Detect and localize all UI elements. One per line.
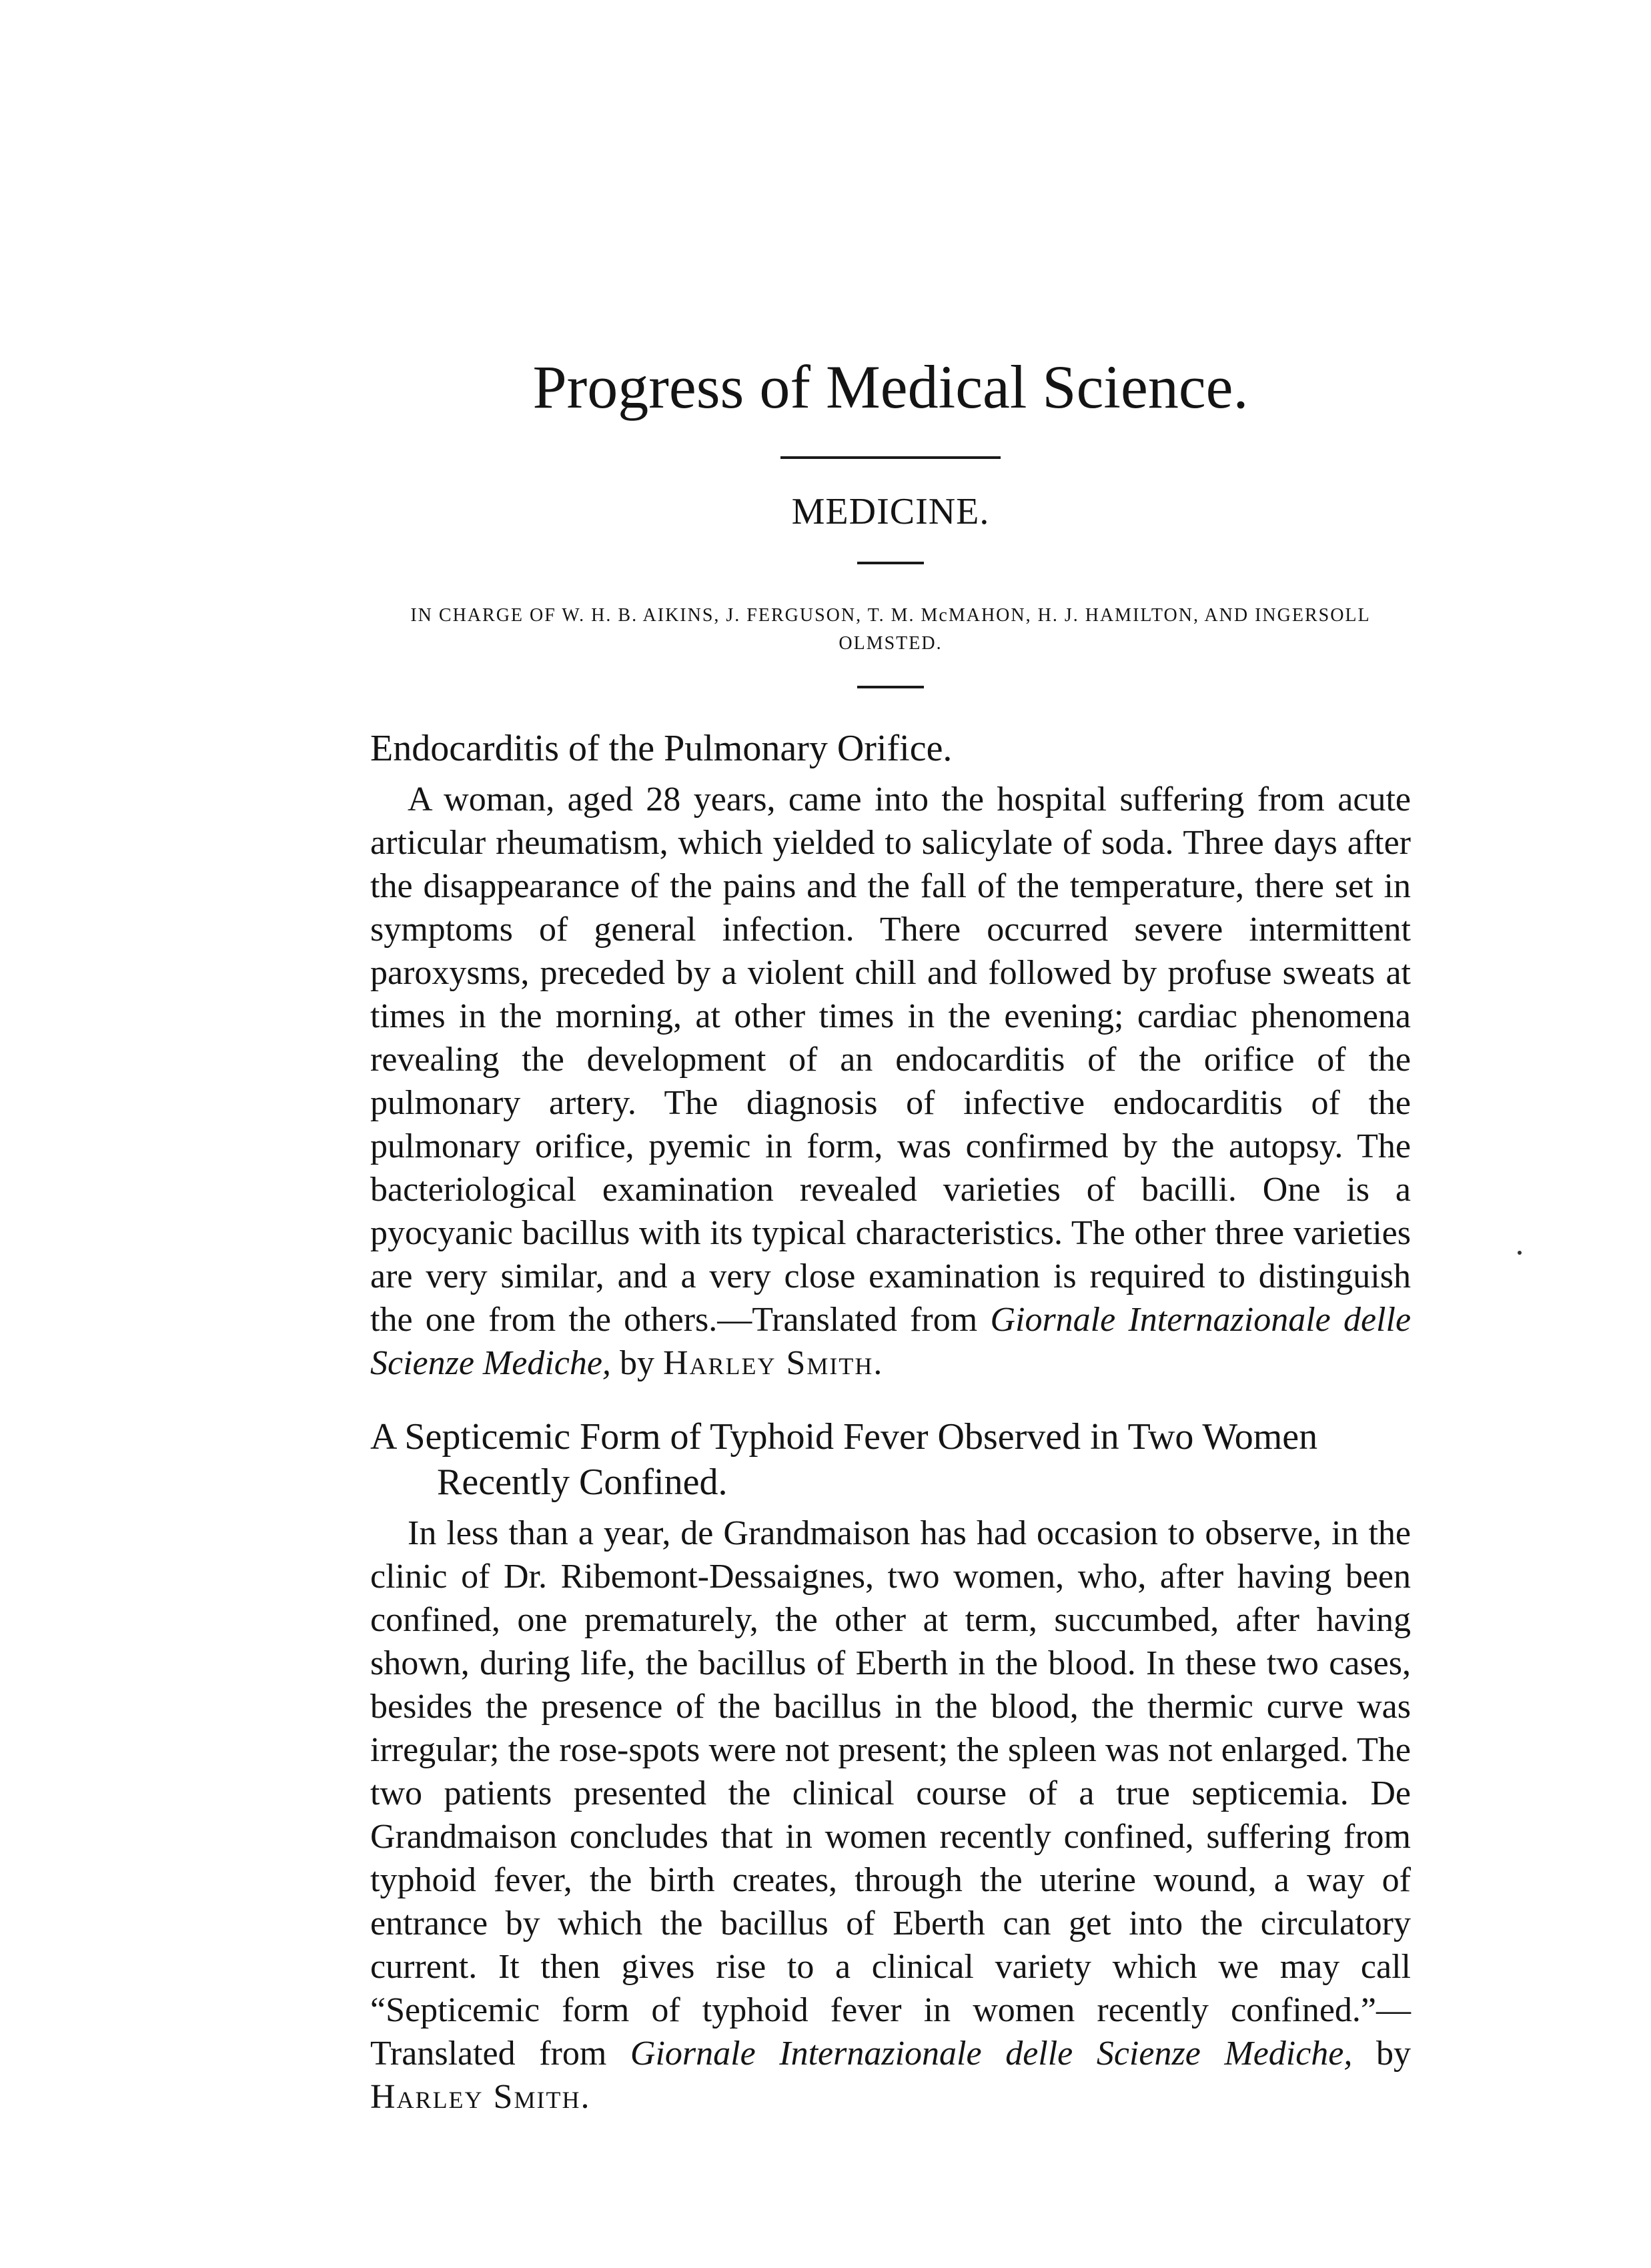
translator-name: Harley Smith. <box>370 2078 591 2116</box>
article-text: In less than a year, de Grandmaison has had occasion to observe, in the clinic of Dr. Ribemont-Dessaignes, two women, who, after having been confined, one prematurely, the other at term, succumbed, after having shown, during life, the bacillus of Eberth in the blood. In these two cases, besides the presence of the bacillus in the blood, the thermic curve was irregular; the rose-spots were not present; the spleen was not enlarged. The two patients presented the clinical course of a true septicemia. De Grandmaison concludes that in women recently confined, suffering from typhoid fever, the birth creates, through the uterine wound, a way of entrance by which the bacillus of Eberth can get into the circulatory current. It then gives rise to a clinical variety which we may call “Septicemic form of typhoid fever in women recently confined.”—Translated from <box>370 1514 1411 2073</box>
article-title: A Septicemic Form of Typhoid Fever Observed in Two Women Recently Confined. <box>370 1416 1318 1503</box>
section-rule <box>857 562 924 564</box>
page <box>370 347 1411 2119</box>
editors-line: IN CHARGE OF W. H. B. AIKINS, J. FERGUSON, T. M. McMAHON, H. J. HAMILTON, AND INGERSOLL OLMSTED. <box>410 605 1371 654</box>
section-heading: MEDICINE. <box>791 491 990 532</box>
article-body <box>370 1512 1411 2119</box>
journal-citation: Giornale Internazionale delle Scienze Mediche, <box>630 2035 1353 2073</box>
by-word: by <box>619 1344 654 1382</box>
article-text: A woman, aged 28 years, came into the hospital suffering from acute articular rheumatism, which yielded to salicylate of soda. Three days after the disappearance of the pains and the fall of the temperature, there set in symptoms of general infection. There occurred severe intermittent paroxysms, preceded by a violent chill and followed by profuse sweats at times in the morning, at other times in the evening; cardiac phenomena revealing the development of an endocarditis of the orifice of the pulmonary artery. The diagnosis of infective endocarditis of the pulmonary orifice, pyemic in form, was confirmed by the autopsy. The bacteriological examination revealed varieties of bacilli. One is a pyocyanic bacillus with its typical characteristics. The other three varieties are very similar, and a very close examination is required to distinguish the one from the others.—Translated from <box>370 780 1411 1339</box>
print-speck <box>1518 1251 1522 1255</box>
article-body <box>370 778 1411 1385</box>
by-word: by <box>1376 2035 1411 2073</box>
journal-citation: Giornale Internazionale delle Scienze Mediche, <box>370 1301 1412 1382</box>
editors-rule <box>857 686 924 688</box>
title-rule <box>780 456 1001 459</box>
translator-name: Harley Smith. <box>662 1344 884 1382</box>
article-title: Endocarditis of the Pulmonary Orifice. <box>370 728 953 769</box>
page-title: Progress of Medical Science. <box>532 353 1249 421</box>
